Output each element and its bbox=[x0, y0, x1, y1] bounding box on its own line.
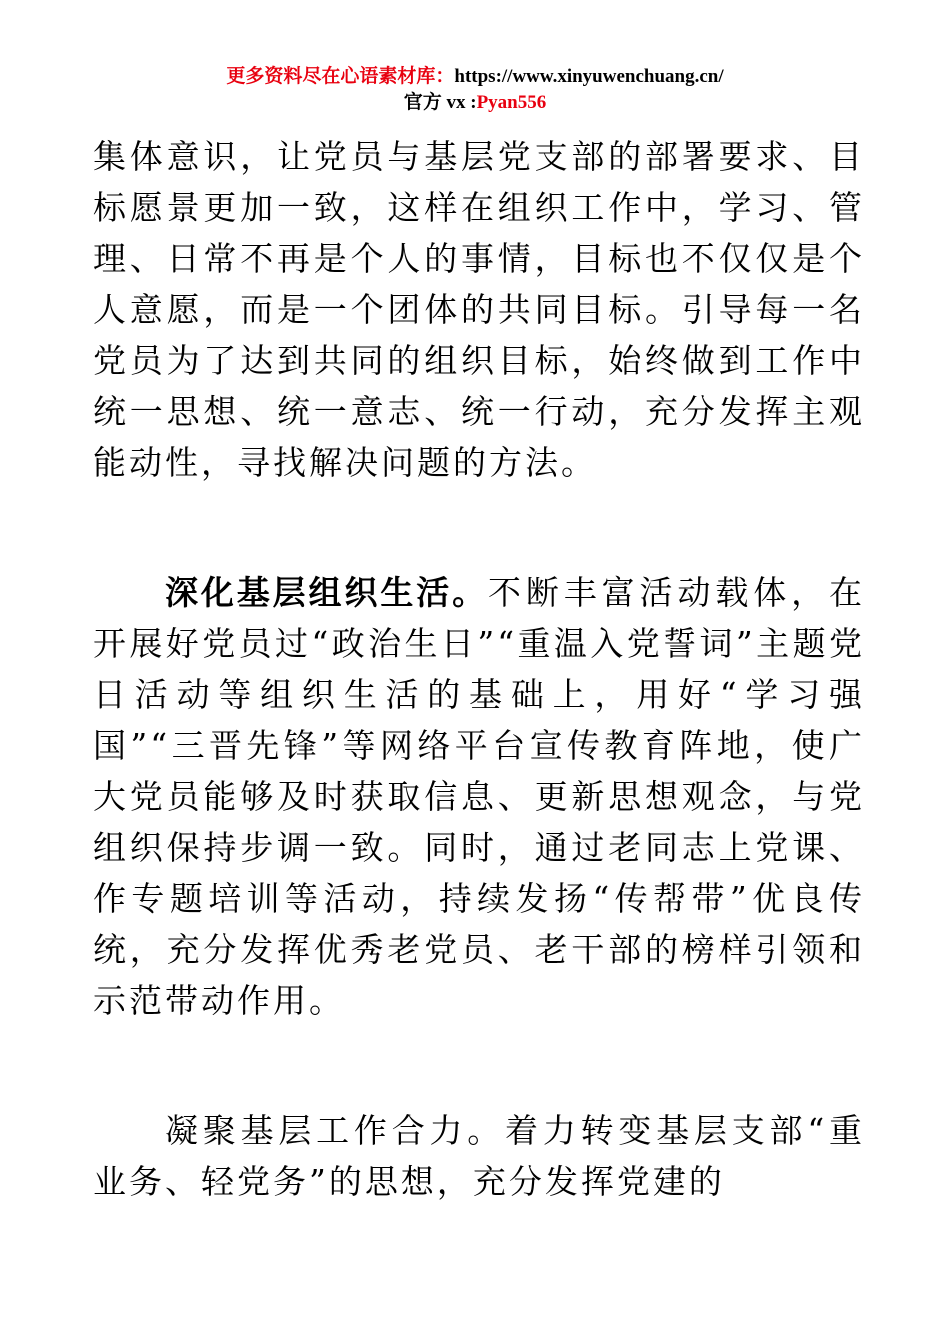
paragraph-3 bbox=[93, 1105, 865, 1207]
page-header bbox=[0, 64, 950, 116]
paragraph-text: 不断丰富活动载体，在开展好党员过“政治生日”“重温入党誓词”主题党日活动等组织生活的基础上，用好“学习强国”“三晋先锋”等网络平台宣传教育阵地，使广大党员能够及时获取信息、更新思想观念，与党组织保持步调一致。同时，通过老同志上党课、作专题培训等活动，持续发扬“传帮带”优良传统，充分发挥优秀老党员、老干部的榜样引领和示范带动作用。 bbox=[93, 573, 866, 1020]
paragraph-text: 凝聚基层工作合力。着力转变基层支部“重业务、轻党务”的思想，充分发挥党建的 bbox=[93, 1111, 865, 1201]
header-promo-text: 更多资料尽在心语素材库： bbox=[226, 66, 455, 87]
paragraph-2 bbox=[93, 567, 865, 1026]
header-line-2 bbox=[0, 90, 950, 116]
header-contact-label: 官方 vx : bbox=[403, 92, 477, 113]
header-line-1 bbox=[0, 64, 950, 90]
paragraph-1 bbox=[93, 131, 865, 488]
header-url-link[interactable]: https://www.xinyuwenchuang.cn/ bbox=[454, 66, 724, 87]
paragraph-gap bbox=[93, 1026, 865, 1105]
paragraph-lead-heading: 深化基层组织生活。 bbox=[165, 573, 488, 612]
document-body bbox=[93, 131, 865, 1207]
header-contact-id: Pyan556 bbox=[476, 92, 547, 113]
paragraph-gap bbox=[93, 488, 865, 567]
paragraph-text: 集体意识，让党员与基层党支部的部署要求、目标愿景更加一致，这样在组织工作中，学习、管理、日常不再是个人的事情，目标也不仅仅是个人意愿，而是一个团体的共同目标。引导每一名党员为了达到共同的组织目标，始终做到工作中统一思想、统一意志、统一行动，充分发挥主观能动性，寻找解决问题的方法。 bbox=[93, 137, 865, 482]
